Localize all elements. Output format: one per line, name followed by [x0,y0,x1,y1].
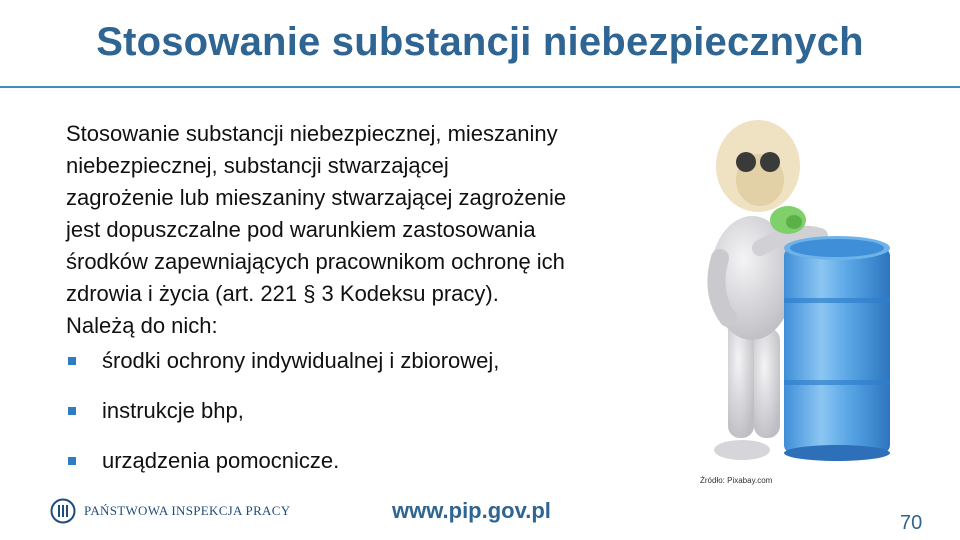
pip-logo [50,498,290,524]
page-number: 70 [900,512,923,534]
figure-with-barrel-icon [700,118,900,468]
slide-title: Stosowanie substancji niebezpiecznych [96,20,864,64]
gas-mask-figure-illustration [700,118,900,468]
title-divider [0,86,960,88]
bullet-list [66,346,666,496]
bullet-square-icon [68,407,76,415]
pip-emblem-icon [50,498,76,524]
list-item-text: urządzenia pomocnicze. [102,448,340,473]
body-paragraph: Stosowanie substancji niebezpiecznej, mieszaniny niebezpiecznej, substancji stwarzającej zagrożenie lub mieszaniny stwarzającej zagrożenie jest dopuszczalne pod warunkiem zastosowania środków zapewniających pracownikom ochronę ich zdrowia i życia (art. 221 § 3 Kodeksu pracy). Należą do nich: [66,121,567,338]
image-source-caption: Źródło: Pixabay.com [700,476,773,485]
list-item [66,396,666,426]
list-item [66,346,666,376]
bullet-square-icon [68,457,76,465]
list-item-text: środki ochrony indywidualnej i zbiorowej, [102,348,500,373]
list-item [66,446,666,476]
bullet-square-icon [68,357,76,365]
logo-text: PAŃSTWOWA INSPEKCJA PRACY [84,503,291,518]
list-item-text: instrukcje bhp, [102,398,244,423]
website-link[interactable]: www.pip.gov.pl [392,498,551,523]
